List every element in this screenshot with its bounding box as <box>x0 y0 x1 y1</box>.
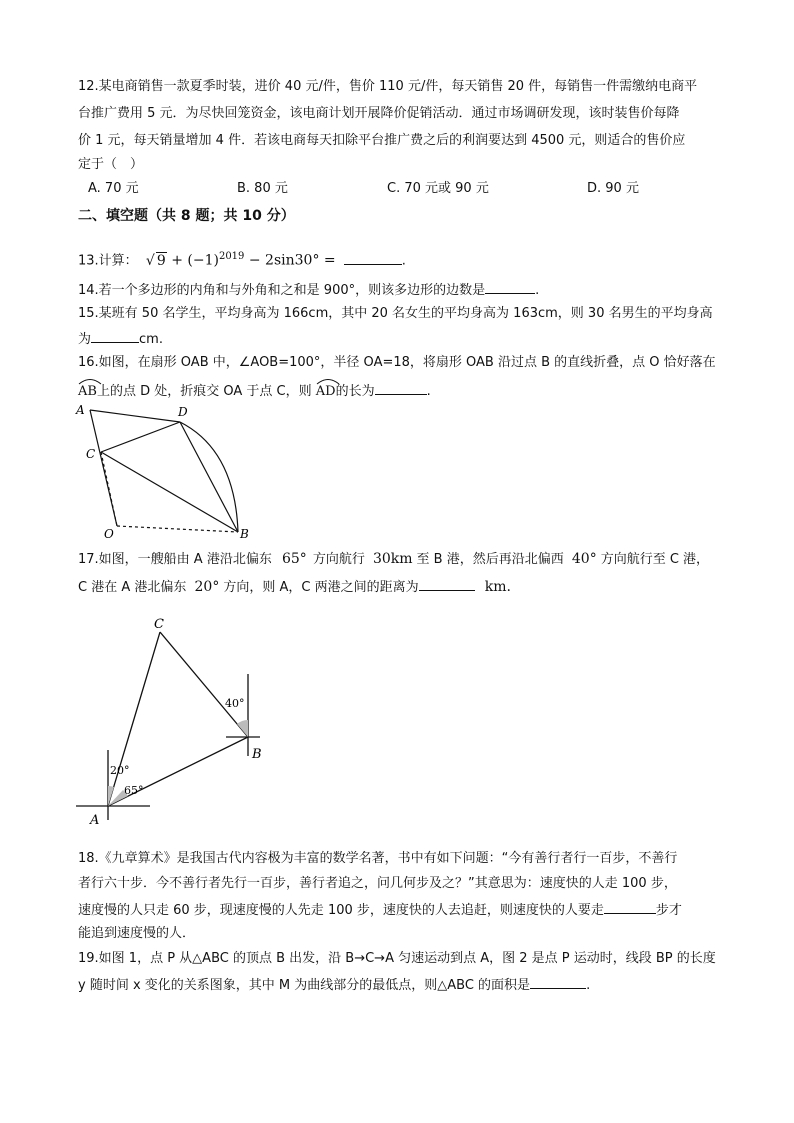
figure-17-navigation <box>70 610 280 832</box>
q13-prefix: 13.计算： <box>78 253 138 269</box>
q19-line2: y 随时间 x 变化的关系图象，其中 M 为曲线部分的最低点，则△ABC 的面积是 . <box>78 975 590 995</box>
q16-arc-ad: AD <box>316 383 336 401</box>
fig16-line-ob-dashed <box>117 526 238 532</box>
q12-option-d: D. 90 元 <box>587 181 639 196</box>
arc-mark-icon <box>316 377 340 385</box>
fig17-label-65: 65° <box>124 784 144 797</box>
q13-sqrt-value: 9 <box>156 252 166 269</box>
q13-exponent: 2019 <box>218 251 245 262</box>
q15-line1: 15.某班有 50 名学生，平均身高为 166cm，其中 20 名女生的平均身高为 163cm，则 30 名男生的平均身高 <box>78 306 713 321</box>
q15-line2 <box>78 329 163 349</box>
arc-mark-icon <box>78 377 102 385</box>
fig17-label-c: C <box>154 617 164 632</box>
q13-answer-blank[interactable] <box>344 251 402 265</box>
q17-line1: 17.如图，一艘船由 A 港沿北偏东 65° 方向航行 30km 至 B 港，然后再沿北偏西 40° 方向航行至 C 港， <box>78 551 710 567</box>
q14-text: 14.若一个多边形的内角和与外角和之和是 900°，则该多边形的边数是 <box>78 283 486 298</box>
q13-end: . <box>401 253 406 269</box>
q13-rest: − 2sin30° = <box>248 252 336 269</box>
fig16-label-a: A <box>76 403 85 417</box>
q12-option-c: C. 70 元或 90 元 <box>387 181 489 196</box>
q16-line2 <box>78 381 431 401</box>
fig17-line-cb <box>160 632 248 737</box>
q16-answer-blank[interactable] <box>375 381 427 395</box>
q17-line2: C 港在 A 港北偏东 20° 方向，则 A，C 两港之间的距离为 km. <box>78 579 511 595</box>
q14-answer-blank[interactable] <box>485 280 535 294</box>
fig16-label-b: B <box>240 527 249 541</box>
q15-line2-pre: 为 <box>78 332 92 347</box>
q19-answer-blank[interactable] <box>530 975 586 989</box>
q18-line3: 速度慢的人只走 60 步，现速度慢的人先走 100 步，速度快的人去追赶，则速度快的人要走 步才 <box>78 900 682 920</box>
q13-expression <box>146 248 336 270</box>
fig17-line-ac <box>108 632 160 806</box>
q12-option-b: B. 80 元 <box>237 181 288 196</box>
q18-line4: 能追到速度慢的人． <box>78 926 196 941</box>
fig16-line-cd <box>101 422 180 452</box>
q17-distance: 30km <box>372 551 413 567</box>
q19-line1: 19.如图 1，点 P 从△ABC 的顶点 B 出发，沿 B→C→A 匀速运动到点 A，图 2 是点 P 运动时，线段 BP 的长度 <box>78 951 716 966</box>
fig16-line-ad <box>90 410 180 422</box>
q13-plus: + (−1) <box>171 252 219 269</box>
fig17-label-20: 20° <box>110 764 130 777</box>
q16-line2-post: 的长为 <box>335 384 375 399</box>
q17-answer-blank[interactable] <box>419 577 475 591</box>
section-title: 二、填空题（共 8 题；共 10 分） <box>78 208 295 224</box>
fig16-label-d: D <box>178 405 188 419</box>
q12-line2: 台推广费用 5 元．为尽快回笼资金，该电商计划开展降价促销活动．通过市场调研发现，该时装售价每降 <box>78 106 680 121</box>
fig17-label-a: A <box>90 813 100 828</box>
fig17-label-b: B <box>252 747 262 762</box>
q12-line1: 12.某电商销售一款夏季时装，进价 40 元/件，售价 110 元/件，每天销售 20 件，每销售一件需缴纳电商平 <box>78 79 698 94</box>
q18-answer-blank[interactable] <box>604 900 656 914</box>
q14-end: . <box>535 283 540 298</box>
q13-line <box>78 248 406 271</box>
q18-line2: 者行六十步．今不善行者先行一百步，善行者追之，问几何步及之？”其意思为：速度快的人走 100 步， <box>78 876 677 891</box>
q12-line3: 价 1 元，每天销量增加 4 件．若该电商每天扣除平台推广费之后的利润要达到 4500 元，则适合的售价应 <box>78 133 686 148</box>
fig16-label-o: O <box>104 527 114 541</box>
q16-end: . <box>426 384 431 399</box>
q15-answer-blank[interactable] <box>91 329 139 343</box>
q16-arc-ab: AB <box>78 383 97 401</box>
q18-line1: 18.《九章算术》是我国古代内容极为丰富的数学名著，书中有如下问题：“今有善行者行一百步，不善行 <box>78 851 678 866</box>
q15-unit: cm. <box>139 332 163 347</box>
q12-option-a: A. 70 元 <box>88 181 139 196</box>
sqrt-icon: √ <box>145 252 155 269</box>
fig16-line-ao <box>90 410 117 526</box>
fig17-label-40: 40° <box>225 697 245 710</box>
fig17-angle-40-mark <box>237 720 248 737</box>
q16-line2-mid: 上的点 D 处，折痕交 OA 于点 C，则 <box>96 384 312 399</box>
q17-angle-20: 20° <box>194 579 220 595</box>
q16-line1: 16.如图，在扇形 OAB 中，∠AOB=100°，半径 OA=18，将扇形 OAB 沿过点 B 的直线折叠，点 O 恰好落在 <box>78 355 716 370</box>
q17-angle-65: 65° <box>281 551 307 567</box>
q14-line <box>78 280 539 300</box>
q17-unit: km. <box>484 579 511 595</box>
fig16-label-c: C <box>86 447 96 461</box>
q12-line4: 定于（ ） <box>78 157 144 172</box>
q17-angle-40: 40° <box>571 551 597 567</box>
figure-16-sector <box>70 400 260 542</box>
